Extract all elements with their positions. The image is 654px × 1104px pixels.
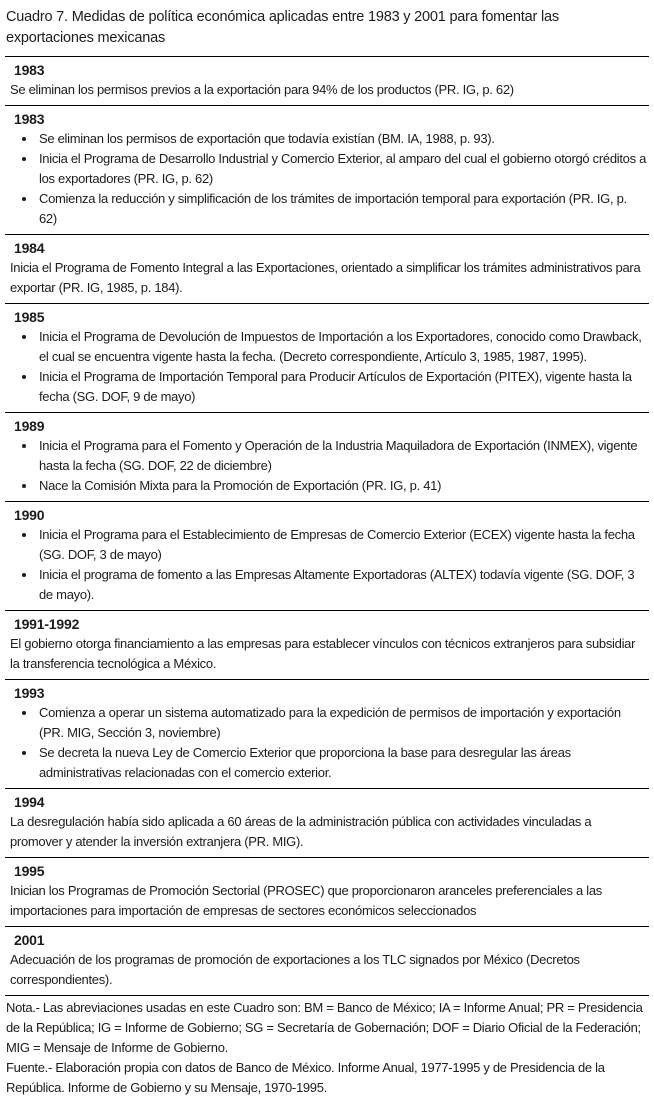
year-heading: 1991-1992 bbox=[14, 616, 80, 632]
year-section-1985 bbox=[5, 303, 649, 412]
year-section-1983 bbox=[5, 56, 649, 105]
year-heading: 1983 bbox=[14, 111, 45, 127]
measure-item: • Comienza la reducción y simplificación de los trámites de importación temporal para exportación (PR. IG, p. 62) bbox=[37, 189, 647, 229]
timeline-sections bbox=[5, 56, 649, 995]
measure-item: • Inicia el programa de fomento a las Empresas Altamente Exportadoras (ALTEX) todavía vigente (SG. DOF, 3 de mayo). bbox=[37, 565, 647, 605]
measure-list bbox=[14, 327, 647, 407]
measure-paragraph: Adecuación de los programas de promoción de exportaciones a los TLC signados por México (Decretos correspondientes). bbox=[10, 952, 580, 987]
year-heading: 1983 bbox=[14, 62, 45, 78]
year-heading: 1993 bbox=[14, 685, 45, 701]
note-text: Nota.- Las abreviaciones usadas en este Cuadro son: BM = Banco de México; IA = Informe Anual; PR = Presidencia de la República; IG = Informe de Gobierno; SG = Secretaría de Gobernación; DOF = Diario Oficial de la Federación; MIG = Mensaje de Informe de Gobierno. bbox=[6, 1000, 643, 1055]
year-section-1993 bbox=[5, 679, 649, 788]
source-text: Fuente.- Elaboración propia con datos de Banco de México. Informe Anual, 1977-1995 y de Presidencia de la República. Informe de Gobierno y su Mensaje, 1970-1995. bbox=[6, 1060, 605, 1095]
year-heading: 1989 bbox=[14, 418, 45, 434]
measure-paragraph: Se eliminan los permisos previos a la exportación para 94% de los productos (PR. IG, p. 62) bbox=[10, 82, 514, 97]
year-heading: 1985 bbox=[14, 309, 45, 325]
measure-paragraph: Inicia el Programa de Fomento Integral a las Exportaciones, orientado a simplificar los trámites administrativos para exportar (PR. IG, 1985, p. 184). bbox=[10, 260, 641, 295]
measure-list bbox=[14, 703, 647, 783]
table-title: Cuadro 7. Medidas de política económica aplicadas entre 1983 y 2001 para fomentar las exportaciones mexicanas bbox=[6, 9, 559, 46]
measure-item: • Inicia el Programa de Importación Temporal para Producir Artículos de Exportación (PITEX), vigente hasta la fecha (SG. DOF, 9 de mayo) bbox=[37, 367, 647, 407]
measure-list bbox=[14, 129, 647, 229]
year-section-2001 bbox=[5, 926, 649, 995]
measure-list bbox=[14, 525, 647, 605]
measure-item: • Inicia el Programa de Desarrollo Industrial y Comercio Exterior, al amparo del cual el gobierno otorgó créditos a los exportadores (PR. IG, p. 62) bbox=[37, 149, 647, 189]
year-section-1984 bbox=[5, 234, 649, 303]
measure-item: • Comienza a operar un sistema automatizado para la expedición de permisos de importación y exportación (PR. MIG, Sección 3, noviembre) bbox=[37, 703, 647, 743]
year-section-1990 bbox=[5, 501, 649, 610]
year-heading: 1995 bbox=[14, 863, 45, 879]
year-section-1983 bbox=[5, 105, 649, 234]
year-section-1991-1992 bbox=[5, 610, 649, 679]
measure-item: • Inicia el Programa para el Fomento y Operación de la Industria Maquiladora de Exportación (INMEX), vigente hasta la fecha (SG. DOF, 22 de diciembre) bbox=[37, 436, 647, 476]
table-footnotes bbox=[5, 995, 649, 1100]
measure-item: • Inicia el Programa de Devolución de Impuestos de Importación a los Exportadores, conocido como Drawback, el cual se encuentra vigente hasta la fecha. (Decreto correspondiente, Artículo 3, 1985, 1987, 1995). bbox=[37, 327, 647, 367]
year-section-1995 bbox=[5, 857, 649, 926]
measure-list bbox=[14, 436, 647, 496]
measure-item: • Se decreta la nueva Ley de Comercio Exterior que proporciona la base para desregular las áreas administrativas relacionadas con el comercio exterior. bbox=[37, 743, 647, 783]
measure-item: • Nace la Comisión Mixta para la Promoción de Exportación (PR. IG, p. 41) bbox=[37, 476, 647, 496]
year-section-1994 bbox=[5, 788, 649, 857]
measure-paragraph: La desregulación había sido aplicada a 60 áreas de la administración pública con actividades vinculadas a promover y atender la inversión extranjera (PR. MIG). bbox=[10, 814, 592, 849]
measure-item: • Se eliminan los permisos de exportación que todavía existían (BM. IA, 1988, p. 93). bbox=[37, 129, 647, 149]
measure-item: • Inicia el Programa para el Establecimiento de Empresas de Comercio Exterior (ECEX) vigente hasta la fecha (SG. DOF, 3 de mayo) bbox=[37, 525, 647, 565]
year-heading: 1990 bbox=[14, 507, 45, 523]
year-heading: 1994 bbox=[14, 794, 45, 810]
measure-paragraph: El gobierno otorga financiamiento a las empresas para establecer vínculos con técnicos extranjeros para subsidiar la transferencia tecnológica a México. bbox=[10, 636, 636, 671]
measure-paragraph: Inician los Programas de Promoción Sectorial (PROSEC) que proporcionaron aranceles preferenciales a las importaciones para importación de empresas de sectores económicos seleccionados bbox=[10, 883, 602, 918]
year-section-1989 bbox=[5, 412, 649, 501]
year-heading: 2001 bbox=[14, 932, 45, 948]
year-heading: 1984 bbox=[14, 240, 45, 256]
